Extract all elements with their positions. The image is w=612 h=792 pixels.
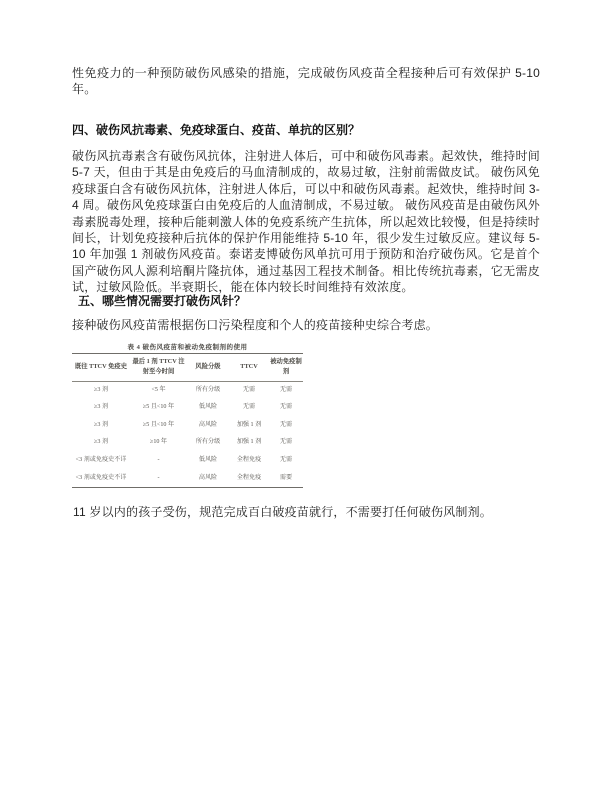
table-header-cell: TTCV	[229, 354, 269, 382]
table-cell: 无需	[279, 439, 293, 446]
table-cell: ≥5 且<10 年	[142, 404, 175, 411]
table-row	[72, 452, 303, 470]
vaccine-table-figure	[72, 342, 303, 488]
table-cell: 需要	[279, 474, 293, 481]
table-cell: 所有分级	[195, 439, 221, 446]
table-header-cell: 最后 1 剂 TTCV 注射至今时间	[130, 354, 187, 382]
table-cell: 所有分级	[195, 386, 221, 393]
table-cell: ≥5 且<10 年	[142, 421, 175, 428]
table-cell: 高风险	[198, 474, 218, 481]
children-note-paragraph: 11 岁以内的孩子受伤，规范完成百白破疫苗就行，不需要打任何破伤风制剂。	[73, 505, 492, 519]
table-header-cell: 被动免疫制剂	[269, 354, 303, 382]
table-row	[72, 417, 303, 435]
table-row	[72, 434, 303, 452]
section-four-paragraph: 破伤风抗毒素含有破伤风抗体，注射进人体后，可中和破伤风毒素。起效快，维持时间 5-7 天，但由于其是由免疫后的马血清制成的，故易过敏，注射前需做皮试。 破伤风免疫球蛋白含有破伤风抗体，注射进人体后，可以中和破伤风毒素。起效快，维持时间 3-4 周。破伤风免疫球蛋白由免疫后的人血清制成，不易过敏。 破伤风疫苗是由破伤风外毒素脱毒处理，接种后能刺激人体的免疫系统产生抗体，所以起效比较慢，但是持续时间长，计划免疫接种后抗体的保护作用能维持 5-10 年，很少发生过敏反应。建议每 5-10 年加强 1 剂破伤风疫苗。泰诺麦博破伤风单抗可用于预防和治疗破伤风。它是首个国产破伤风人源利培酮片隆抗体，通过基因工程技术制备。相比传统抗毒素，它无需皮试，过敏风险低。半衰期长，能在体内较长时间维持有效浓度。	[72, 149, 540, 295]
table-cell: 无需	[279, 404, 293, 411]
table-cell: -	[157, 474, 160, 481]
table-cell: 无需	[242, 386, 256, 393]
table-row	[72, 399, 303, 417]
section-five-lead-paragraph: 接种破伤风疫苗需根据伤口污染程度和个人的疫苗接种史综合考虑。	[72, 318, 439, 332]
table-header-cell: 既往 TTCV 免疫史	[72, 354, 130, 382]
table-cell: ≥3 剂	[93, 386, 108, 393]
table-cell: <5 年	[151, 386, 166, 393]
table-cell: 高风险	[198, 421, 218, 428]
table-cell: <3 剂或免疫史不详	[75, 457, 127, 463]
ttcv-usage-table	[72, 353, 303, 488]
table-cell: 加强 1 剂	[236, 421, 262, 428]
table-cell: 全程免疫	[236, 457, 262, 463]
table-row	[72, 469, 303, 487]
table-cell: 无需	[279, 457, 293, 463]
table-header-row	[72, 354, 303, 382]
table-header-cell: 风险分级	[187, 354, 229, 382]
table-cell: ≥10 年	[149, 439, 168, 446]
table-cell: ≥3 剂	[93, 404, 108, 411]
table-cell: 加强 1 剂	[236, 439, 262, 446]
section-four-heading: 四、破伤风抗毒素、免疫球蛋白、疫苗、单抗的区别？	[72, 123, 361, 137]
table-cell: 低风险	[198, 404, 218, 411]
table-cell: 无需	[279, 421, 293, 428]
intro-paragraph: 性免疫力的一种预防破伤风感染的措施，完成破伤风疫苗全程接种后可有效保护 5-10 年。	[72, 66, 540, 97]
table-title: 表 4 破伤风疫苗和被动免疫制剂的使用	[127, 344, 248, 351]
table-cell: 无需	[242, 404, 256, 411]
section-five-heading: 五、哪些情况需要打破伤风针？	[78, 294, 247, 308]
table-cell: 无需	[279, 386, 293, 393]
table-cell: -	[157, 457, 160, 463]
table-row	[72, 381, 303, 399]
table-cell: 低风险	[198, 457, 218, 463]
table-cell: 全程免疫	[236, 474, 262, 481]
table-cell: ≥3 剂	[93, 439, 108, 446]
table-body	[72, 381, 303, 487]
table-cell: <3 剂或免疫史不详	[75, 474, 127, 481]
table-cell: ≥3 剂	[93, 421, 108, 428]
